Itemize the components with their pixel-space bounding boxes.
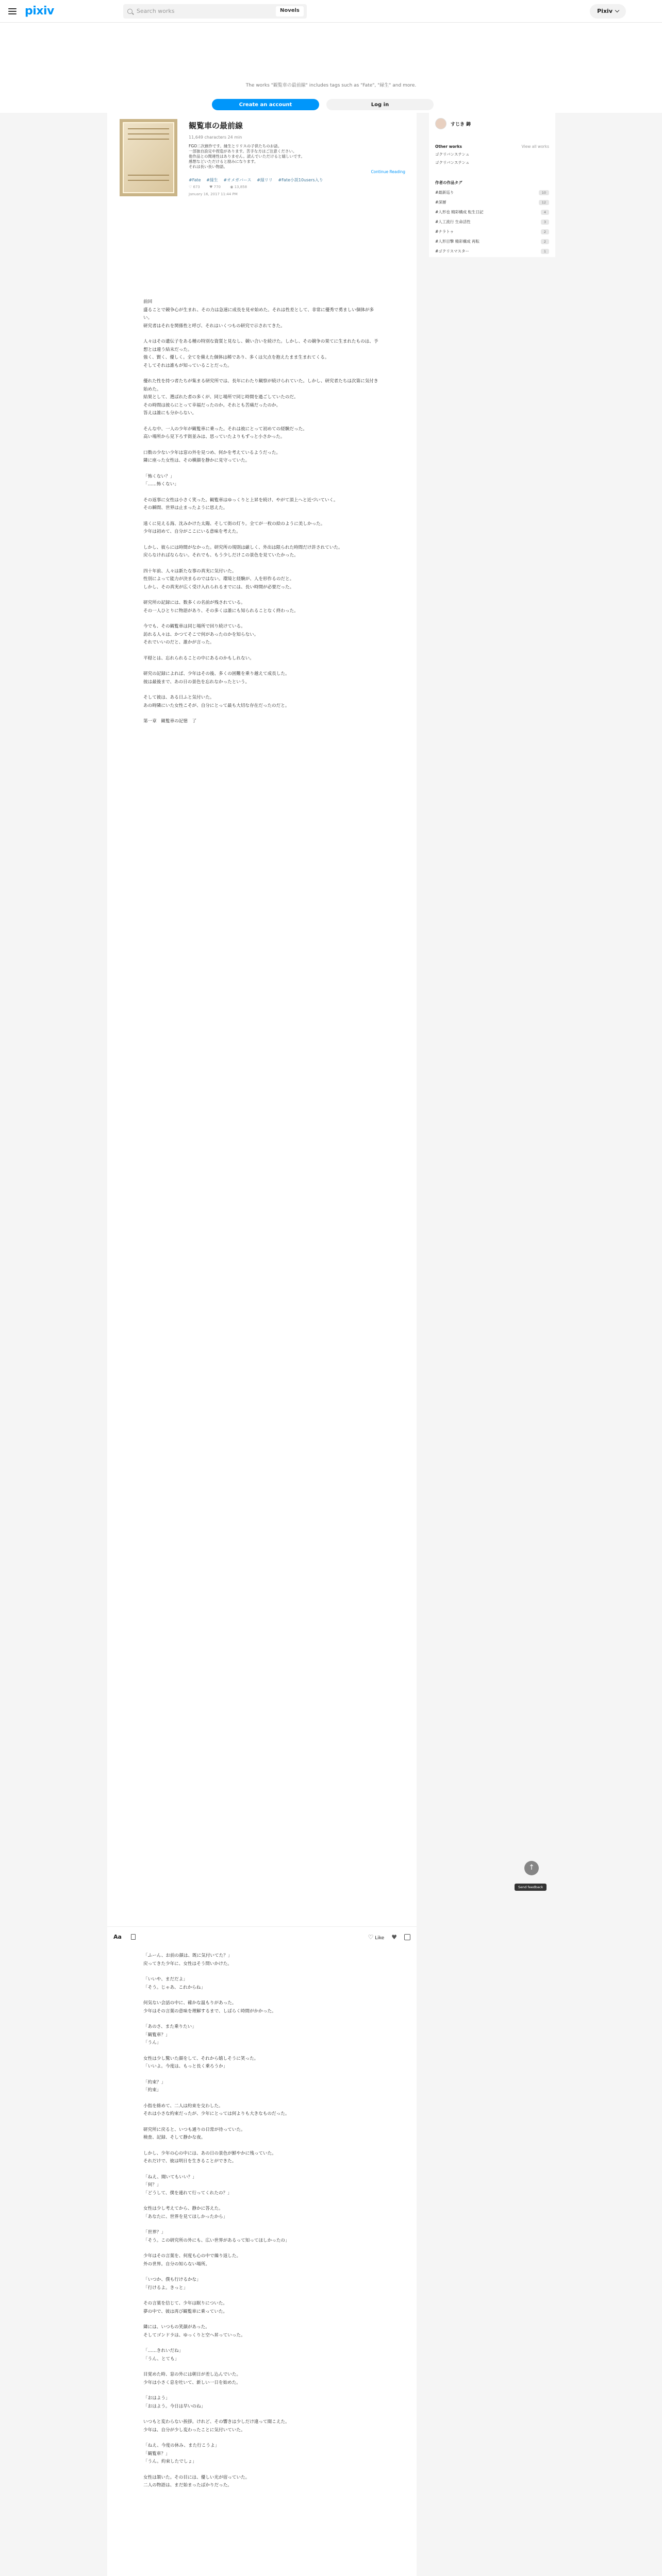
novel-paragraph: そしてゴンドラは、ゆっくりと空へ昇っていった。 xyxy=(143,2332,245,2338)
work-meta xyxy=(189,119,405,196)
novel-paragraph: いつもと変わらない挨拶。けれど、その響きは少しだけ違って聞こえた。 xyxy=(143,2419,290,2425)
novel-paragraph: 人々はその遺伝子をある種の特別な資質と見なし、競い合いを続けた。しかし、その競争の果てに生まれたものは、予想とは違う結末だった。 xyxy=(143,339,378,352)
novel-paragraph: それでいいのだと、誰かが言った。 xyxy=(143,640,214,645)
novel-paragraph: 「世界？」 xyxy=(143,2230,166,2235)
work-length: 11,649 characters 24 min xyxy=(189,135,242,140)
novel-paragraph: その時間は彼らにとって幸福だったのか。それとも苦痛だったのか。 xyxy=(143,402,281,408)
caption-line: 一部独自設定や捏造があります。苦手な方はご注意ください。 xyxy=(189,149,297,154)
share-icon[interactable] xyxy=(404,1934,410,1940)
novel-paragraph: 戻らなければならない。それでも、もう少しだけこの景色を見ていたかった。 xyxy=(143,553,299,558)
scroll-to-top-button[interactable]: ↑ xyxy=(524,1861,539,1875)
novel-paragraph: 平穏とは、忘れられることの中にあるのかもしれない。 xyxy=(143,655,254,661)
font-settings-button[interactable]: Aa xyxy=(113,1934,122,1940)
paragraph-gap xyxy=(143,2119,380,2126)
paragraph-gap xyxy=(143,2363,380,2371)
novel-paragraph: 今でも、その観覧車は同じ場所で回り続けている。 xyxy=(143,624,245,629)
paragraph-gap xyxy=(143,536,380,544)
bookmark-icon[interactable] xyxy=(131,1934,136,1940)
author-tag-count: 1 xyxy=(541,249,549,254)
other-work-link[interactable]: ゴクリバンステンュ xyxy=(435,152,470,157)
novel-paragraph: 遠くに見える海、沈みかけた太陽、そして街の灯り。全てが一枚の絵のように美しかった。 xyxy=(143,521,325,527)
paragraph-gap xyxy=(143,2197,380,2205)
paragraph-gap xyxy=(143,1968,380,1976)
novel-paragraph: 何気ない会話の中に、確かな温もりがあった。 xyxy=(143,2001,237,2006)
create-account-button[interactable]: Create an account xyxy=(212,99,319,110)
login-button[interactable]: Log in xyxy=(326,99,434,110)
novel-paragraph: 盛ることで競争心が生まれ、その力は急速に成長を見せ始めた。それは性差として、非常に優秀で勇ましい個体が多い。 xyxy=(143,307,374,320)
author-tag-count: 3 xyxy=(541,219,549,225)
novel-text xyxy=(143,1952,380,2490)
paragraph-gap xyxy=(143,330,380,338)
novel-paragraph: 「観覧車？」 xyxy=(143,2032,170,2038)
view-count-value: 13,858 xyxy=(234,185,247,189)
author-tag-row[interactable] xyxy=(435,190,549,195)
novel-paragraph: 研究者はそれを関係性と呼び、それはいくつもの研究で示されてきた。 xyxy=(143,323,285,329)
author-tag-count: 12 xyxy=(539,200,549,205)
novel-paragraph: 「ねえ、今度の休み、また行こうよ」 xyxy=(143,2443,220,2448)
paragraph-gap xyxy=(143,1992,380,1999)
work-caption xyxy=(189,144,405,170)
novel-paragraph: 四十年前、人々は新たな事の真実に気付いた。 xyxy=(143,568,237,574)
like-button-label: Like xyxy=(375,1935,385,1941)
like-count-value: 673 xyxy=(193,185,200,189)
view-all-link[interactable]: View all works xyxy=(521,144,549,149)
search-input[interactable] xyxy=(123,4,307,19)
novel-cover-image[interactable] xyxy=(120,119,177,196)
novel-text xyxy=(143,298,380,726)
paragraph-gap xyxy=(143,370,380,378)
novel-paragraph: しかし、その真実が広く受け入れられるまでには、長い時間が必要だった。 xyxy=(143,584,294,590)
author-tag-name: #人形也 精彩構成 転生日記 xyxy=(435,210,484,214)
work-stats xyxy=(189,185,405,189)
author-tag-name: #ゴクリスマスター xyxy=(435,249,469,253)
novel-paragraph: 隣には、いつもの笑顔があった。 xyxy=(143,2325,210,2330)
novel-paragraph: そんな中、一人の少年が観覧車に乗った。それは彼にとって初めての経験だった。 xyxy=(143,426,307,432)
novel-paragraph: 夢の中で、彼は再び観覧車に乗っていた。 xyxy=(143,2309,228,2314)
paragraph-gap xyxy=(143,2047,380,2055)
tag-link[interactable]: #Fate xyxy=(189,178,201,182)
user-menu-label: Pixiv xyxy=(597,8,613,14)
other-work-link[interactable]: ゴクリバンステンュ xyxy=(435,160,470,165)
novel-paragraph: 「あなたに、世界を見てほしかったから」 xyxy=(143,2214,228,2219)
novel-paragraph: あの時隣にいた女性こそが、自分にとって最も大切な存在だったのだと。 xyxy=(143,703,290,708)
author-tag-name: #ナラトゥ xyxy=(435,229,454,234)
top-navigation-bar xyxy=(0,0,662,23)
author-tag-name: #深層 xyxy=(435,200,446,205)
novel-paragraph: 前回 xyxy=(143,299,153,304)
paragraph-gap xyxy=(143,2292,380,2300)
paragraph-gap xyxy=(143,2095,380,2103)
novel-paragraph: 外の世界。自分の知らない場所。 xyxy=(143,2261,210,2267)
paragraph-gap xyxy=(143,591,380,599)
novel-paragraph: 「……きれいだね」 xyxy=(143,2348,184,2353)
novel-paragraph: 性別によって能力が決まるのではない。環境と経験が、人を形作るのだと。 xyxy=(143,577,294,582)
tag-link[interactable]: #縁リリ xyxy=(257,178,273,182)
author-tag-count: 2 xyxy=(541,229,549,234)
novel-paragraph: 女性は少し考えてから、静かに答えた。 xyxy=(143,2206,223,2211)
heart-icon: ♡ xyxy=(368,1933,374,1941)
paragraph-gap xyxy=(143,2071,380,2079)
novel-paragraph: その言葉を信じて、少年は眠りについた。 xyxy=(143,2301,227,2306)
author-profile[interactable] xyxy=(435,118,471,129)
paragraph-gap xyxy=(143,2015,380,2023)
work-header xyxy=(120,119,405,196)
paragraph-gap xyxy=(143,2434,380,2442)
novel-paragraph: 研究所の記録には、数多くの名前が残されている。 xyxy=(143,600,245,605)
paragraph-gap xyxy=(143,615,380,623)
novel-paragraph: そしてそれは誰もが知っていることだった。 xyxy=(143,363,232,368)
novel-paragraph: 「何？」 xyxy=(143,2182,161,2188)
novel-paragraph: 「おはよう」 xyxy=(143,2396,170,2401)
author-tag-row[interactable] xyxy=(435,219,549,225)
novel-paragraph: 「うん。約束したでしょ」 xyxy=(143,2459,197,2464)
caption-line: FGO二次創作です。縁生とリリスの子供たちのお話。 xyxy=(189,144,282,148)
other-works-header xyxy=(435,144,549,149)
avatar[interactable] xyxy=(435,118,446,129)
paragraph-gap xyxy=(143,663,380,670)
author-tag-count: 10 xyxy=(539,190,549,195)
novel-paragraph: 訪れる人々は、かつてそこで何があったのかを知らない。 xyxy=(143,632,259,637)
search-icon xyxy=(127,9,133,14)
caption-line: 感想などいただけると励みになります。 xyxy=(189,159,258,164)
tag-link[interactable]: #オメガバース xyxy=(223,178,252,182)
novel-paragraph: 優れた性を持つ者たちが集まる研究所では、長年にわたり観察が続けられていた。しかし、研究者たちは次第に気付き始めた。 xyxy=(143,379,378,392)
search-scope-dropdown[interactable]: Novels xyxy=(276,6,304,16)
feedback-button[interactable]: Send feedback xyxy=(515,1884,547,1891)
author-tag-row[interactable] xyxy=(435,239,549,244)
search-placeholder: Search works xyxy=(136,8,175,14)
novel-paragraph: 「いいや、まだだよ」 xyxy=(143,1977,188,1982)
novel-paragraph: 「おはよう。今日は早いのね」 xyxy=(143,2403,206,2409)
paragraph-gap xyxy=(143,2166,380,2174)
novel-paragraph: 少年はその言葉の意味を理解するまで、しばらく時間がかかった。 xyxy=(143,2008,276,2014)
novel-paragraph: 口数の少ない少年は窓の外を見つめ、何かを考えているようだった。 xyxy=(143,450,281,455)
novel-paragraph: 「そう。じゃあ、これからね」 xyxy=(143,1985,205,1990)
novel-paragraph: それは小さな約束だったが、少年にとっては何よりも大きなものだった。 xyxy=(143,2111,290,2116)
novel-paragraph: 女性は少し驚いた顔をして、それから嬉しそうに笑った。 xyxy=(143,2056,259,2061)
novel-paragraph: 少年は初めて、自分がここにいる意味を考えた。 xyxy=(143,529,241,534)
novel-paragraph: 「……怖くない」 xyxy=(143,482,179,487)
author-tags-title: 作者の作品タグ xyxy=(435,180,462,185)
paragraph-gap xyxy=(143,489,380,497)
like-count: ♡ 673 xyxy=(189,185,200,189)
novel-paragraph: しかし、少年の心の中には、あの日の景色が鮮やかに残っていた。 xyxy=(143,2150,276,2156)
tag-link[interactable]: #Fate小説10users入り xyxy=(278,178,323,182)
tag-list xyxy=(189,177,405,183)
novel-paragraph: その瞬間、世界は止まったように思えた。 xyxy=(143,505,228,511)
author-tag-row[interactable] xyxy=(435,229,549,234)
novel-paragraph: 女性は頷いた。その目には、優しい光が宿っていた。 xyxy=(143,2475,250,2480)
novel-paragraph: 「行けるよ。きっと」 xyxy=(143,2285,188,2291)
author-name[interactable]: すじき 鋳 xyxy=(451,122,471,127)
paragraph-gap xyxy=(143,442,380,449)
paragraph-gap xyxy=(143,710,380,718)
novel-paragraph: 研究所に戻ると、いつも通りの日常が待っていた。 xyxy=(143,2127,245,2132)
novel-paragraph: 検査、記録、そして静かな夜。 xyxy=(143,2135,206,2140)
signup-notice: The works "観覧車の最前線" includes tags such as "Fate", "縁生" and more. xyxy=(245,83,417,88)
novel-paragraph: 目覚めた時、窓の外には朝日が差し込んでいた。 xyxy=(143,2372,241,2377)
novel-paragraph: 戻ってきた少年に、女性はそう問いかけた。 xyxy=(143,1961,232,1967)
work-title: 観覧車の最前線 xyxy=(189,121,243,130)
menu-icon[interactable] xyxy=(8,8,16,14)
other-works-label: Other works xyxy=(435,144,462,149)
bookmark-heart-icon[interactable]: ♥ xyxy=(391,1933,397,1941)
novel-paragraph: 第一章 観覧車の記憶 了 xyxy=(143,719,197,724)
novel-paragraph: 「ねえ、聞いてもいい？」 xyxy=(143,2174,197,2180)
novel-paragraph: 彼は最後まで、あの日の景色を忘れなかったという。 xyxy=(143,679,250,685)
novel-paragraph: 「いいよ。今度は、もっと長く乗ろうか」 xyxy=(143,2064,228,2069)
novel-paragraph: その返事に女性は小さく笑った。観覧車はゆっくりと上昇を続け、やがて頂上へと近づいていく。 xyxy=(143,497,338,503)
bookmark-count: ♥ 770 xyxy=(209,185,221,189)
author-tag-name: #最新巡り xyxy=(435,190,454,195)
novel-paragraph: その一人ひとりに物語があり、その多くは誰にも知られることなく終わった。 xyxy=(143,608,299,614)
novel-paragraph: そして彼は、ある日ふと気付いた。 xyxy=(143,695,214,700)
novel-paragraph: しかし、彼らには時間がなかった。研究所の規則は厳しく、外出は限られた時間だけ許されていた。 xyxy=(143,545,343,550)
caption-line: それは長い長い物語。 xyxy=(189,164,227,169)
pixiv-logo[interactable]: pixiv xyxy=(25,5,54,18)
novel-paragraph: 強く、賢く、優しく。全てを備えた個体は稀であり、多くは欠点を抱えたまま生まれてくる。 xyxy=(143,355,329,360)
novel-paragraph: 「いつか、僕も行けるかな」 xyxy=(143,2277,201,2282)
paragraph-gap xyxy=(143,2316,380,2324)
paragraph-gap xyxy=(143,418,380,426)
novel-paragraph: それだけで、彼は明日を生きることができた。 xyxy=(143,2159,237,2164)
reader-action-bar xyxy=(107,1926,417,1947)
novel-paragraph: 「どうして、僕を連れて行ってくれたの？」 xyxy=(143,2190,232,2196)
author-sidebar xyxy=(429,113,555,257)
author-tag-name: #人工流行 生命活性 xyxy=(435,219,471,224)
paragraph-gap xyxy=(143,2142,380,2150)
novel-paragraph: 「怖くない？」 xyxy=(143,473,175,479)
novel-paragraph: 「うん」 xyxy=(143,2040,161,2045)
signup-banner xyxy=(0,23,662,113)
novel-paragraph: 高い場所から見下ろす街並みは、思っていたよりもずっと小さかった。 xyxy=(143,434,285,439)
author-tag-count: 4 xyxy=(541,210,549,215)
paragraph-gap xyxy=(143,2411,380,2418)
paragraph-gap xyxy=(143,2387,380,2395)
user-menu-button[interactable] xyxy=(590,4,626,19)
novel-paragraph: 「そう。この研究所の外にも、広い世界があるって知ってほしかったの」 xyxy=(143,2238,290,2243)
novel-paragraph: 「あのさ、また乗りたい」 xyxy=(143,2024,196,2029)
novel-paragraph: 「観覧車？」 xyxy=(143,2451,170,2456)
novel-paragraph: 「うん、とても」 xyxy=(143,2356,179,2362)
novel-paragraph: 隣に座った女性は、その横顔を静かに見守っていた。 xyxy=(143,458,250,463)
author-tags-section xyxy=(435,180,549,254)
novel-paragraph: 「ふーん、お前の顔は、既に気付いてた？」 xyxy=(143,1953,233,1958)
novel-paragraph: 小指を絡めて、二人は約束を交わした。 xyxy=(143,2103,223,2109)
paragraph-gap xyxy=(143,513,380,520)
paragraph-gap xyxy=(143,2221,380,2229)
paragraph-gap xyxy=(143,2340,380,2347)
like-button[interactable] xyxy=(368,1934,385,1941)
tag-link[interactable]: #縁生 xyxy=(206,178,218,182)
bookmark-count-value: 770 xyxy=(213,185,221,189)
author-tag-count: 2 xyxy=(541,239,549,244)
paragraph-gap xyxy=(143,560,380,568)
novel-paragraph: 少年は小さく息を吐いて、新しい一日を始めた。 xyxy=(143,2380,241,2385)
paragraph-gap xyxy=(143,647,380,655)
novel-paragraph: 二人の物語は、まだ始まったばかりだった。 xyxy=(143,2483,232,2488)
chevron-down-icon xyxy=(615,8,619,12)
continue-reading-link[interactable]: Continue Reading xyxy=(371,170,405,174)
author-tag-name: #人形目撃 精彩構成 再転 xyxy=(435,239,480,244)
novel-paragraph: 「約束？」 xyxy=(143,2079,166,2085)
publish-date: January 16, 2017 11:44 PM xyxy=(189,192,238,196)
author-tag-row[interactable] xyxy=(435,248,549,254)
other-works-section xyxy=(435,144,549,165)
paragraph-gap xyxy=(143,2245,380,2252)
caption-line: 他作品との関連性はありません。読んでいただけると嬉しいです。 xyxy=(189,154,305,159)
author-tag-row[interactable] xyxy=(435,199,549,205)
paragraph-gap xyxy=(143,2466,380,2474)
paragraph-gap xyxy=(143,686,380,694)
novel-continuation-panel xyxy=(107,1947,417,2576)
novel-paragraph: 「約束」 xyxy=(143,2088,161,2093)
paragraph-gap xyxy=(143,465,380,473)
action-buttons xyxy=(368,1934,410,1941)
view-count: ◉ 13,858 xyxy=(230,185,247,189)
novel-paragraph: 少年は、自分が少し変わったことに気付いていた。 xyxy=(143,2427,245,2433)
novel-paragraph: 答えは誰にも分からない。 xyxy=(143,411,197,416)
paragraph-gap xyxy=(143,2268,380,2276)
novel-paragraph: 結果として、選ばれた者の多くが、同じ場所で同じ時間を過ごしていたのだ。 xyxy=(143,395,299,400)
novel-paragraph: 少年はその言葉を、何度も心の中で繰り返した。 xyxy=(143,2253,241,2259)
novel-paragraph: 研究の記録によれば、少年はその後、多くの困難を乗り越えて成長した。 xyxy=(143,671,290,676)
novel-content-panel xyxy=(107,113,417,1926)
author-tag-row[interactable] xyxy=(435,209,549,215)
